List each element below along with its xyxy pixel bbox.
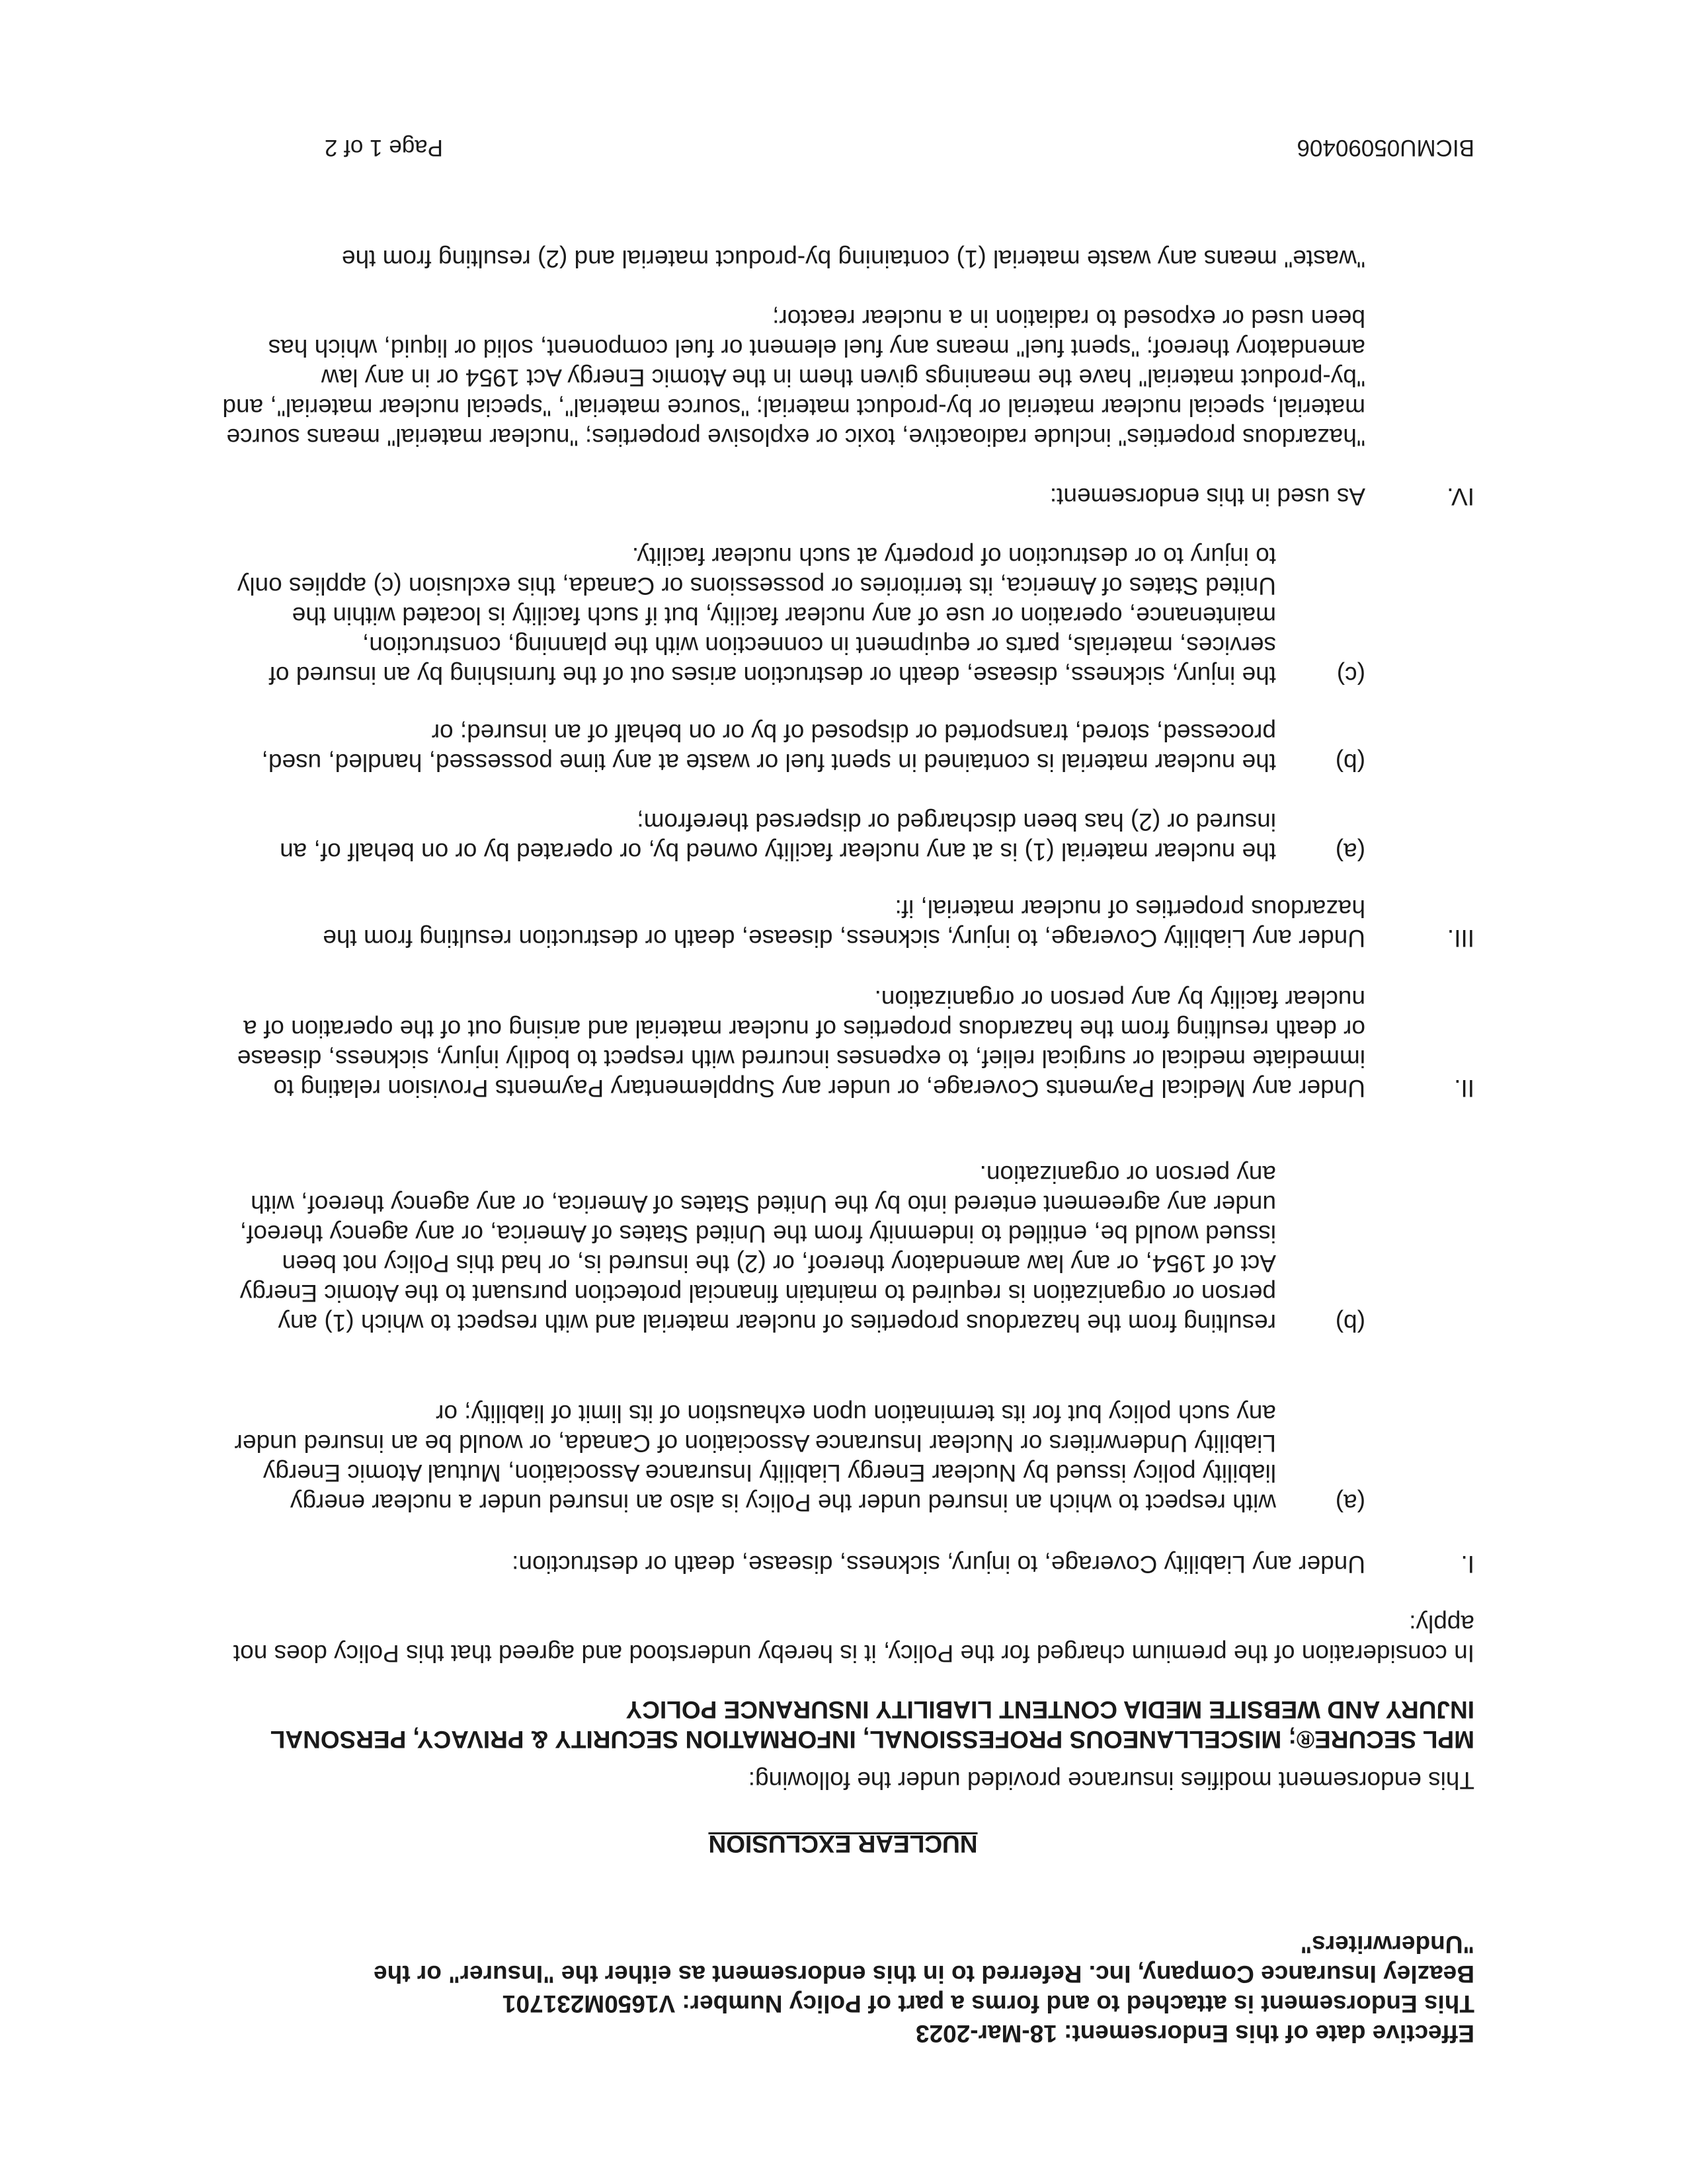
section-numeral: IV. xyxy=(1447,483,1474,510)
section-text: Under any Liability Coverage, to injury, sickness, disease, death or destruction: xyxy=(512,1551,1365,1578)
definition-1: "hazardous properties" include radioactive, toxic or explosive properties; "nuclear material" means source material, special nuclear material or by-product material; "source material", "special nuclear material", and "by-product material" have the meanings given them in the Atomic Energy Act 1954 or in any law amendatory thereof; "spent fuel" means any fuel element or fuel component, solid or liquid, which has been used or exposed to radiation in a nuclear reactor; xyxy=(222,305,1365,451)
insurer-line: Beazley Insurance Company, Inc. Referred to in this endorsement as either the "Insurer" or the "Underwriters" xyxy=(374,1931,1474,1988)
consideration-text: In consideration of the premium charged for the Policy, it is hereby understood and agreed that this Policy does not apply: xyxy=(233,1610,1474,1667)
section-text: Under any Medical Payments Coverage, or under any Supplementary Payments Provision relating to immediate medical or surgical relief, to expenses incurred with respect to bodily injury, sickness, disease or death resulting from the hazardous properties of nuclear material and arising out of the operation of a nuclear facility by any person or organization. xyxy=(237,986,1365,1102)
item-label: (b) xyxy=(1335,1309,1365,1337)
item-text: the nuclear material (1) is at any nuclear facility owned by, or operated by or on behalf of, an insured or (2) has been discharged or dispersed therefrom; xyxy=(280,808,1276,865)
section-text: As used in this endorsement: xyxy=(1049,483,1365,510)
policy-number-line: This Endorsement is attached to and forms a part of Policy Number: V1650M231701 xyxy=(502,1990,1474,2017)
form-code: BICMU05090406 xyxy=(1297,135,1474,161)
item-text: resulting from the hazardous properties of nuclear material and with respect to which (1) any person or organization is required to maintain financial protection pursuant to the Atomic Energy Act of 1954, or any law amendatory thereof, or (2) the insured is, or had this Policy not been issued would be, entitled to indemnity from the United States of America, or any agency thereof, under any agreement entered into by the United States of America, or any agency thereof, with any person or organization. xyxy=(239,1161,1276,1337)
item-label: (a) xyxy=(1335,838,1365,865)
section-numeral: II. xyxy=(1454,1075,1474,1102)
item-text: the injury, sickness, disease, death or destruction arises out of the furnishing by an insured of services, materials, parts or equipment in connection with the planning, construction, maintenance, operation or use of any nuclear facility, but if such facility is located within the United States of America, its territories or possessions or Canada, this exclusion (c) applies only to injury to or destruction of property at such nuclear facility. xyxy=(237,543,1276,689)
section-numeral: III. xyxy=(1447,925,1474,952)
item-label: (c) xyxy=(1336,662,1365,689)
policy-name: MPL SECURE®; MISCELLANEOUS PROFESSIONAL, INFORMATION SECURITY & PRIVACY, PERSONAL INJURY AND WEBSITE MEDIA CONTENT LIABILITY INSURANCE POLICY xyxy=(270,1696,1474,1753)
endorsement-header xyxy=(218,1930,1474,2048)
item-text: the nuclear material is contained in spent fuel or waste at any time possessed, handled, used, processed, stored, transported or disposed of by or on behalf of an insured; or xyxy=(261,719,1276,776)
effective-date: Effective date of this Endorsement: 18-Mar-2023 xyxy=(915,2020,1474,2047)
item-label: (b) xyxy=(1335,749,1365,776)
intro-text: This endorsement modifies insurance provided under the following: xyxy=(748,1767,1474,1794)
page-number: Page 1 of 2 xyxy=(324,135,443,161)
item-label: (a) xyxy=(1335,1489,1365,1516)
definition-2: "waste" means any waste material (1) containing by-product material and (2) resulting from the xyxy=(341,245,1365,272)
item-text: with respect to which an insured under the Policy is also an insured under a nuclear energy liability policy issued by Nuclear Energy Liability Insurance Association, Mutual Atomic Energy Liability Underwriters or Nuclear Insurance Association of Canada, or would be an insured under any such policy but for its termination upon exhaustion of its limit of liability; or xyxy=(234,1400,1276,1516)
document-title: NUCLEAR EXCLUSION xyxy=(708,1830,978,1857)
section-numeral: I. xyxy=(1461,1551,1474,1578)
section-text: Under any Liability Coverage, to injury, sickness, disease, death or destruction resulting from the hazardous properties of nuclear material, if: xyxy=(323,895,1365,952)
